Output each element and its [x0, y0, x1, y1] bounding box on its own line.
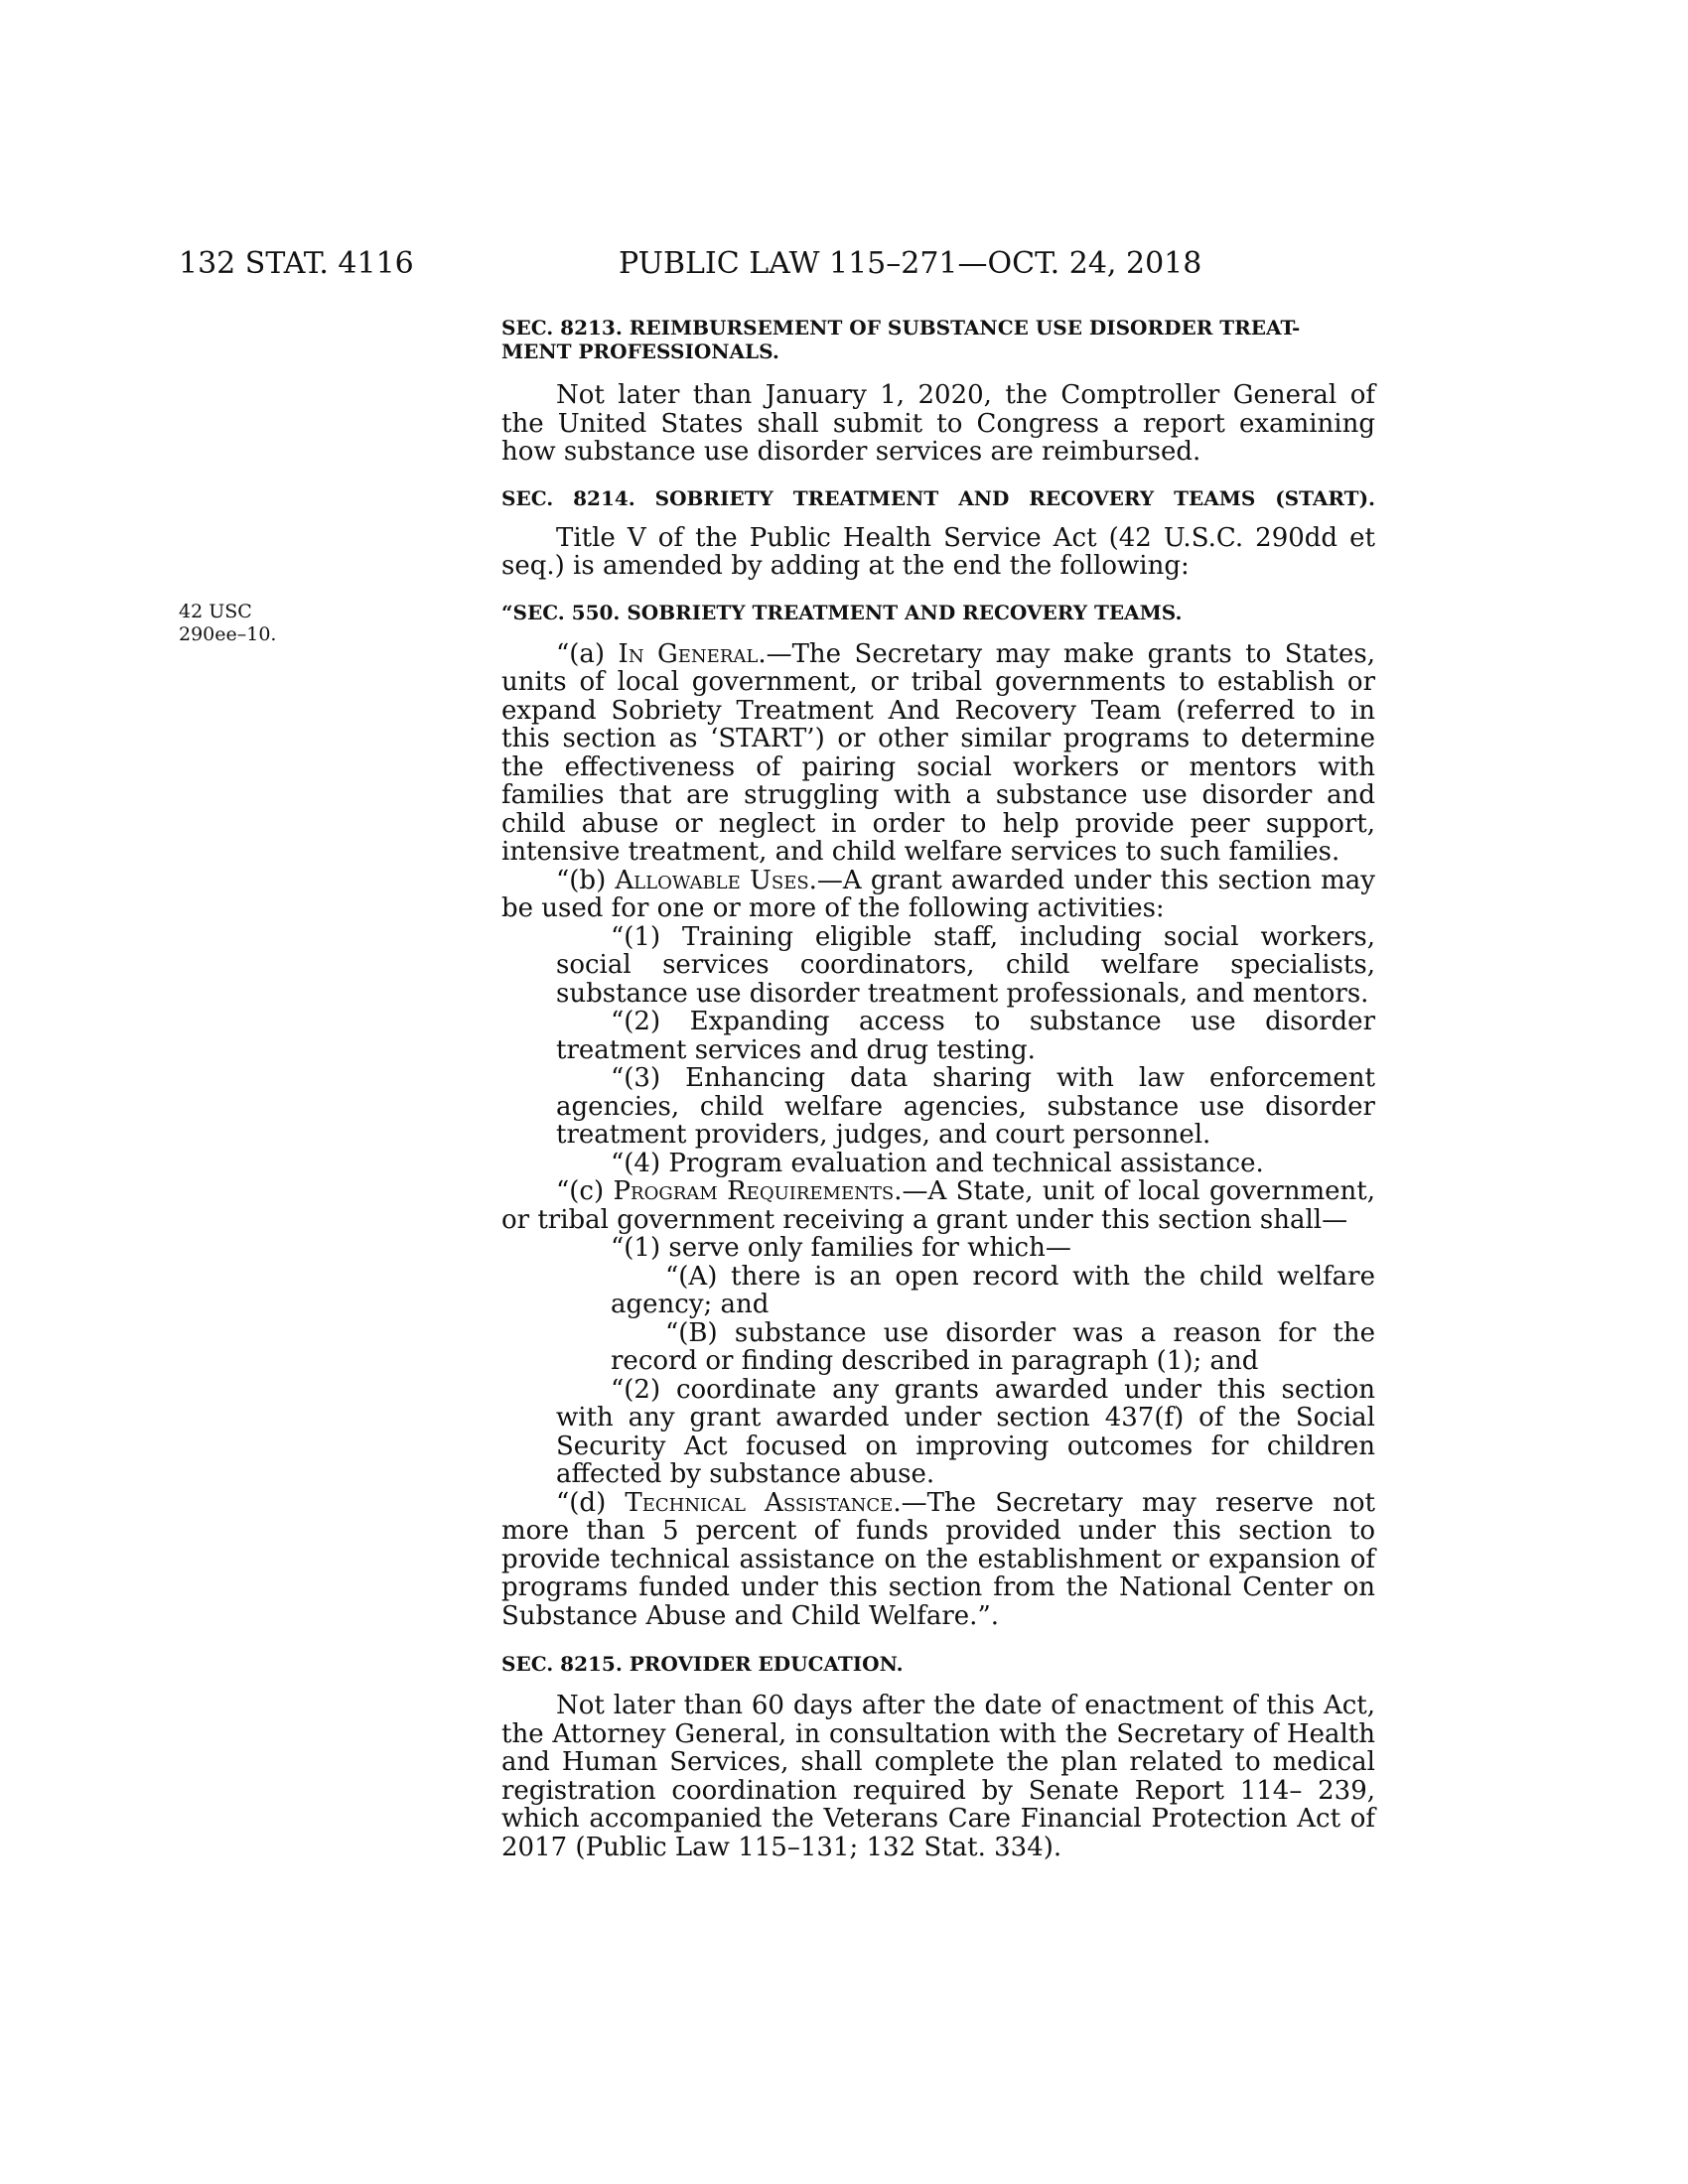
- subsection-a: [501, 640, 1375, 867]
- paragraph-b1: “(1) Training eligible staff, including social workers, social services coordinators, child welfare specialists, substance use disorder treatment professionals, and mentors.: [556, 921, 1375, 1009]
- section-550-heading: “SEC. 550. SOBRIETY TREATMENT AND RECOVERY TEAMS.: [501, 600, 1183, 624]
- section-8214-body: Title V of the Public Health Service Act (42 U.S.C. 290dd et seq.) is amended by adding at the end the following:: [501, 522, 1375, 581]
- main-text: [501, 316, 1375, 1861]
- section-8214-heading: SEC. 8214. SOBRIETY TREATMENT AND RECOVERY TEAMS (START).: [501, 485, 1375, 510]
- subsection-a-label: “(a): [556, 638, 619, 669]
- paragraph-c2: “(2) coordinate any grants awarded under this section with any grant awarded under section 437(f) of the Social Security Act focused on improving outcomes for children affected by substance abuse.: [556, 1374, 1375, 1489]
- subsection-d-label: “(d): [556, 1487, 626, 1518]
- paragraph-b2: “(2) Expanding access to substance use disorder treatment services and drug testing.: [556, 1007, 1375, 1065]
- subparagraph-c1B: “(B) substance use disorder was a reason for the record or finding described in paragraph (1); and: [611, 1317, 1375, 1376]
- stat-citation: 132 STAT. 4116: [179, 246, 414, 281]
- margin-note-line1: 42 USC: [179, 601, 252, 622]
- subsection-d-caption: Technical Assistance: [625, 1487, 894, 1518]
- paragraph-b4: “(4) Program evaluation and technical assistance.: [611, 1148, 1264, 1178]
- margin-note: [179, 601, 318, 646]
- section-8215-body: Not later than 60 days after the date of enactment of this Act, the Attorney General, in consultation with the Secretary of Health and Human Services, shall complete the plan related to medical registration coordination required by Senate Report 114– 239, which accompanied the Veterans Care Financial Protection Act of 2017 (Public Law 115–131; 132 Stat. 334).: [501, 1691, 1375, 1862]
- subsection-c-text: .—A State, unit of local government, or tribal government receiving a grant under this section shall—: [501, 1176, 1376, 1235]
- subsection-b-caption: Allowable Uses: [615, 865, 809, 895]
- subsection-b-text: .—A grant awarded under this section may be used for one or more of the following activities:: [501, 865, 1375, 923]
- running-head: [179, 246, 1231, 286]
- paragraph-c1: “(1) serve only families for which—: [611, 1233, 1071, 1263]
- subsection-b: [501, 867, 1375, 923]
- subsection-c: [501, 1177, 1375, 1234]
- section-8213-heading: [501, 316, 1375, 363]
- subsection-a-text: .—The Secretary may make grants to States, units of local government, or tribal governments to establish or expand Sobriety Treatment And Recovery Team (referred to in this section as ‘START’) or other similar programs to determine the effectiveness of pairing social workers or mentors with families that are struggling with a substance use disorder and child abuse or neglect in order to help provide peer support, intensive treatment, and child welfare services to such families.: [501, 638, 1375, 867]
- section-8213-heading-line2: MENT PROFESSIONALS.: [501, 340, 779, 363]
- paragraph-b3: “(3) Enhancing data sharing with law enforcement agencies, child welfare agencies, substance use disorder treatment providers, judges, and court personnel.: [556, 1063, 1375, 1150]
- subsection-d: [501, 1489, 1375, 1631]
- law-title: PUBLIC LAW 115–271—OCT. 24, 2018: [619, 246, 1202, 281]
- subsection-c-caption: Program Requirements: [613, 1176, 895, 1206]
- subsection-a-caption: In General: [618, 638, 759, 669]
- section-8215-heading: SEC. 8215. PROVIDER EDUCATION.: [501, 1652, 904, 1676]
- section-8213-body: Not later than January 1, 2020, the Comptroller General of the United States shall submit to Congress a report examining how substance use disorder services are reimbursed.: [501, 380, 1375, 467]
- subsection-d-text: .—The Secretary may reserve not more than 5 percent of funds provided under this section to provide technical assistance on the establishment or expansion of programs funded under this section from the National Center on Substance Abuse and Child Welfare.”.: [501, 1487, 1376, 1631]
- subsection-b-label: “(b): [556, 865, 616, 895]
- subsection-c-label: “(c): [556, 1176, 614, 1206]
- margin-note-line2: 290ee–10.: [179, 623, 277, 645]
- section-8213-heading-line1: SEC. 8213. REIMBURSEMENT OF SUBSTANCE USE DISORDER TREAT-: [501, 316, 1301, 340]
- subparagraph-c1A: “(A) there is an open record with the child welfare agency; and: [611, 1261, 1375, 1319]
